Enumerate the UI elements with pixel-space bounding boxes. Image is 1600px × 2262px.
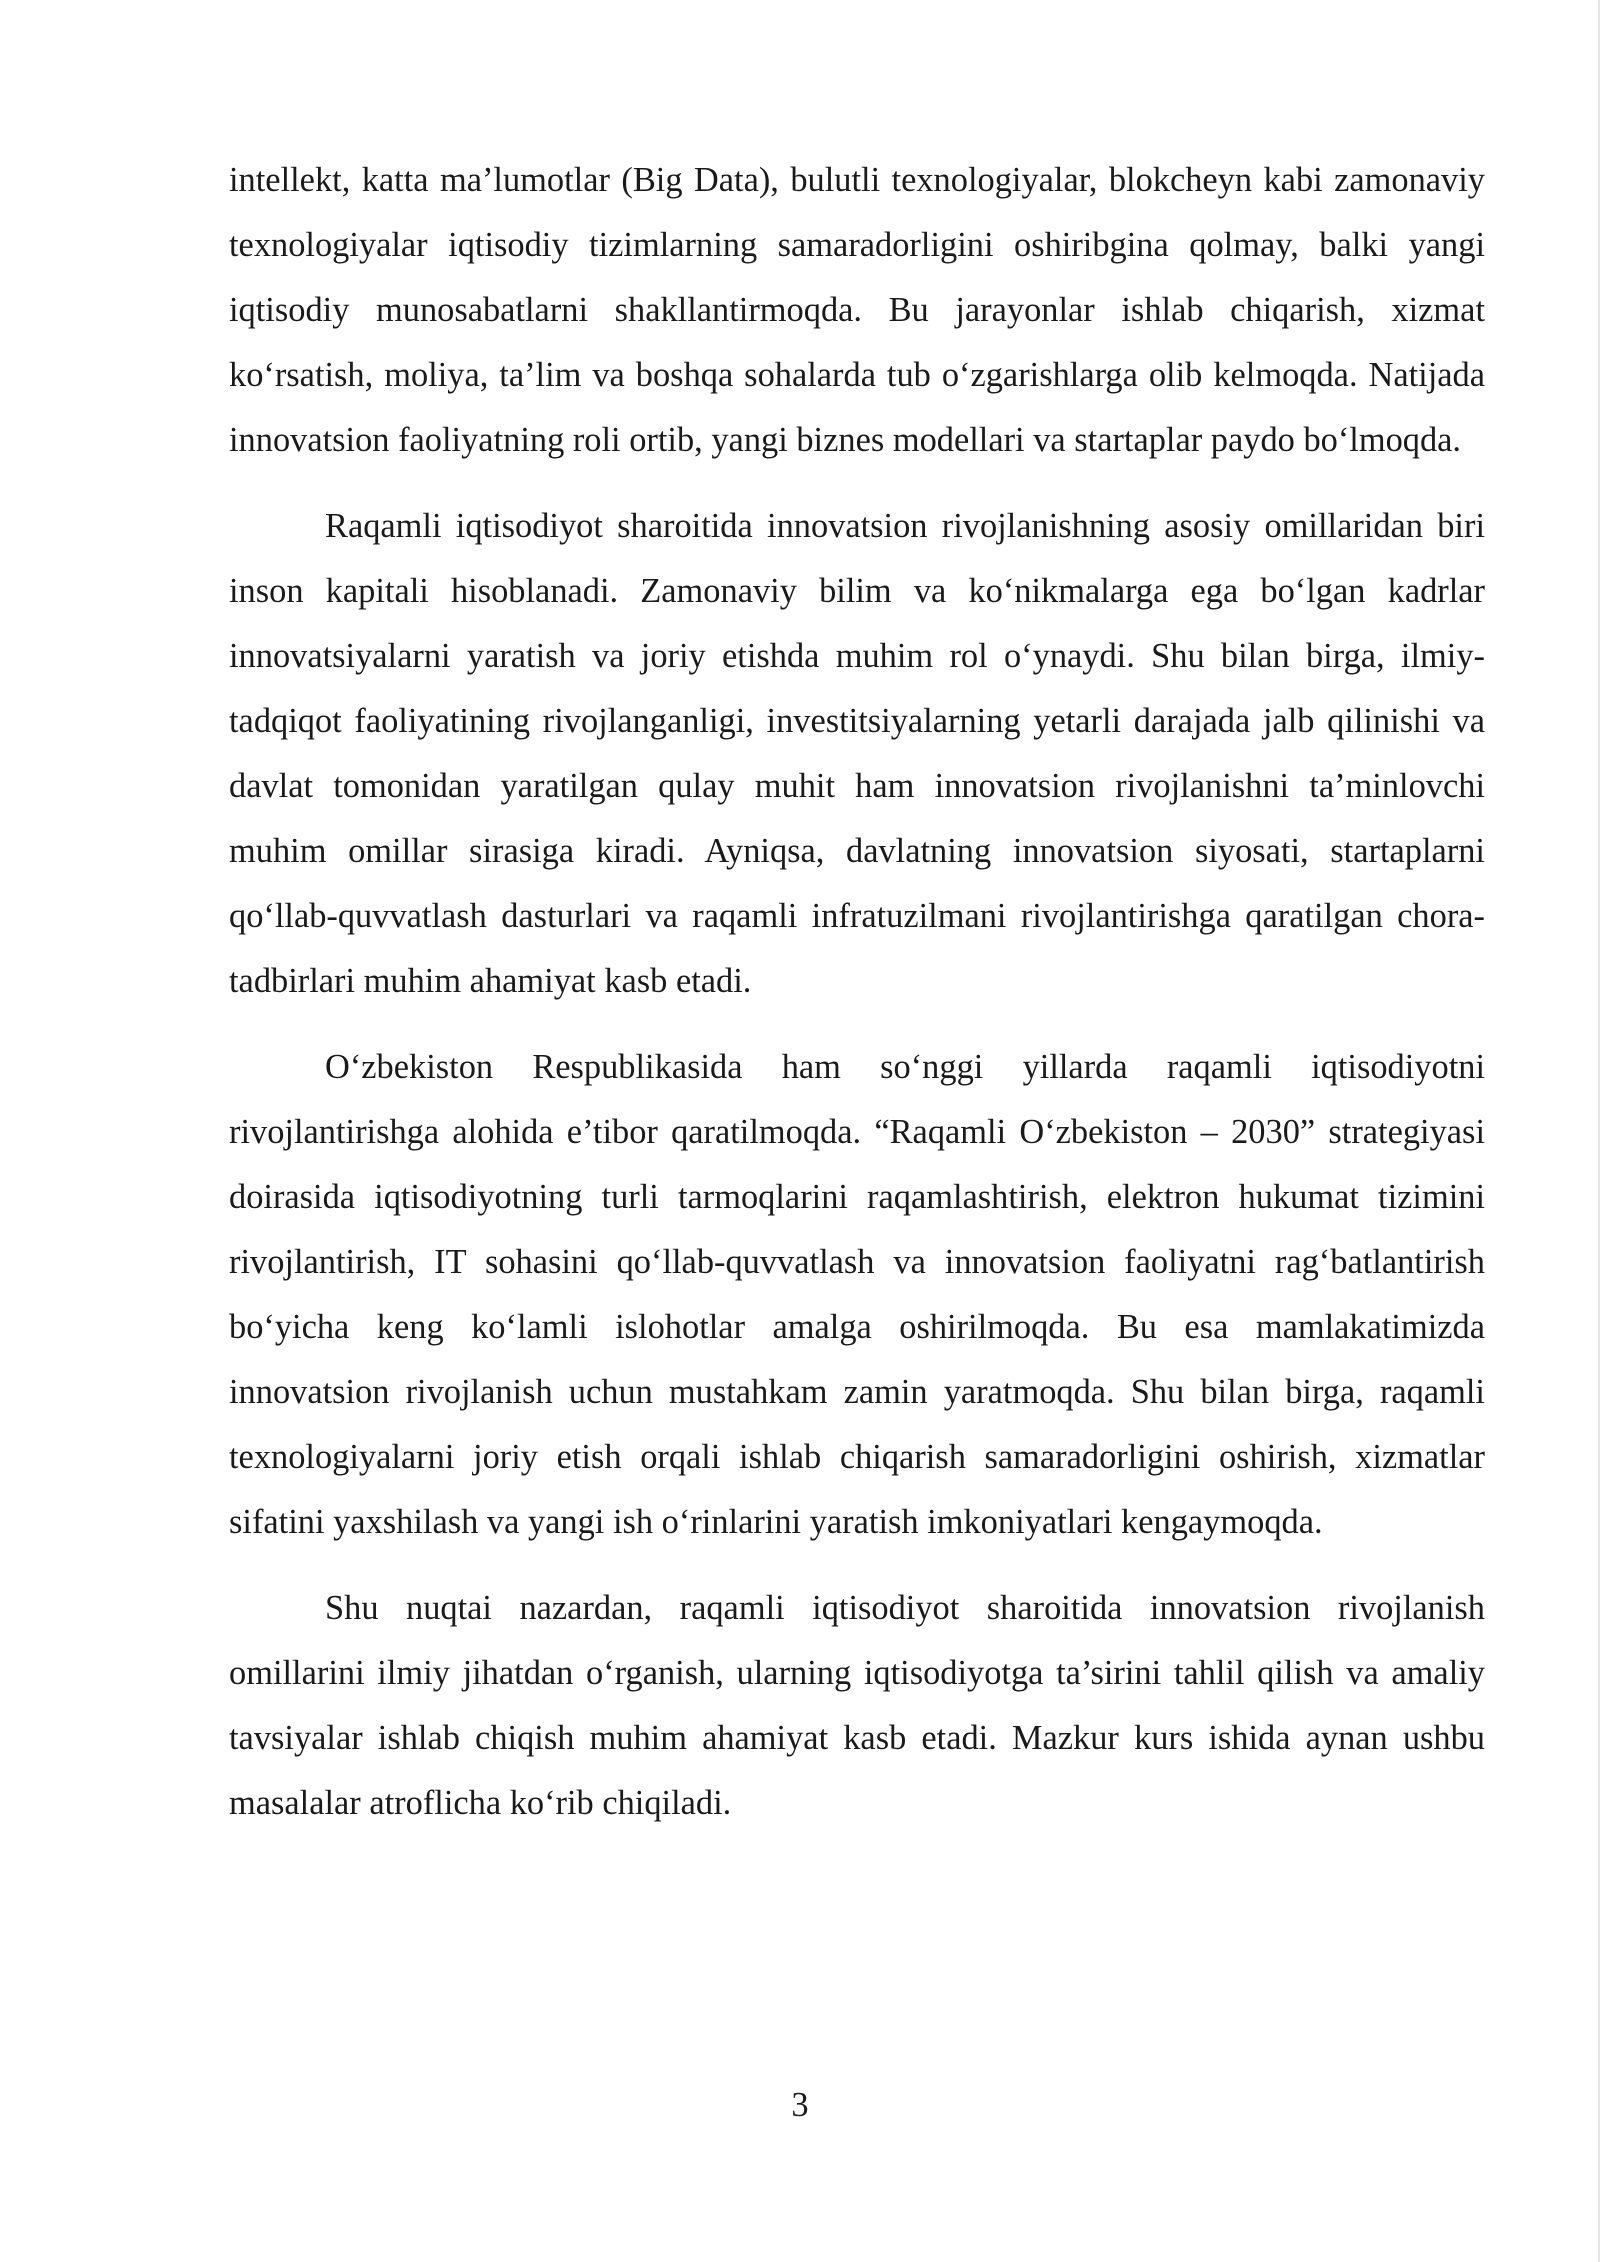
page-number: 3 xyxy=(791,2086,809,2124)
paragraph-4: Shu nuqtai nazardan, raqamli iqtisodiyot sharoitida innovatsion rivojlanish omillarini ilmiy jihatdan o‘rganish, ularning iqtisodiyotga ta’sirini tahlil qilish va amaliy tavsiyalar ishlab chiqish muhim ahamiyat kasb etadi. Mazkur kurs ishida aynan ushbu masalalar atroflicha ko‘rib chiqiladi. xyxy=(229,1589,1485,1822)
paragraph-3: O‘zbekiston Respublikasida ham so‘nggi yillarda raqamli iqtisodiyotni rivojlantirishga alohida e’tibor qaratilmoqda. “Raqamli O‘zbekiston – 2030” strategiyasi doirasida iqtisodiyotning turli tarmoqlarini raqamlashtirish, elektron hukumat tizimini rivojlantirish, IT sohasini qo‘llab-quvvatlash va innovatsion faoliyatni rag‘batlantirish bo‘yicha keng ko‘lamli islohotlar amalga oshirilmoqda. Bu esa mamlakatimizda innovatsion rivojlanish uchun mustahkam zamin yaratmoqda. Shu bilan birga, raqamli texnologiyalarni joriy etish orqali ishlab chiqarish samaradorligini oshirish, xizmatlar sifatini yaxshilash va yangi ish o‘rinlarini yaratish imkoniyatlari kengaymoqda. xyxy=(229,1048,1485,1541)
body-text xyxy=(229,148,1485,1836)
paragraph-1: intellekt, katta ma’lumotlar (Big Data), bulutli texnologiyalar, blokcheyn kabi zamonaviy texnologiyalar iqtisodiy tizimlarning samaradorligini oshiribgina qolmay, balki yangi iqtisodiy munosabatlarni shakllantirmoqda. Bu jarayonlar ishlab chiqarish, xizmat ko‘rsatish, moliya, ta’lim va boshqa sohalarda tub o‘zgarishlarga olib kelmoqda. Natijada innovatsion faoliyatning roli ortib, yangi biznes modellari va startaplar paydo bo‘lmoqda. xyxy=(229,161,1485,459)
paragraph-2: Raqamli iqtisodiyot sharoitida innovatsion rivojlanishning asosiy omillaridan biri inson kapitali hisoblanadi. Zamonaviy bilim va ko‘nikmalarga ega bo‘lgan kadrlar innovatsiyalarni yaratish va joriy etishda muhim rol o‘ynaydi. Shu bilan birga, ilmiy-tadqiqot faoliyatining rivojlanganligi, investitsiyalarning yetarli darajada jalb qilinishi va davlat tomonidan yaratilgan qulay muhit ham innovatsion rivojlanishni ta’minlovchi muhim omillar sirasiga kiradi. Ayniqsa, davlatning innovatsion siyosati, startaplarni qo‘llab-quvvatlash dasturlari va raqamli infratuzilmani rivojlantirishga qaratilgan chora-tadbirlari muhim ahamiyat kasb etadi. xyxy=(229,507,1485,1000)
